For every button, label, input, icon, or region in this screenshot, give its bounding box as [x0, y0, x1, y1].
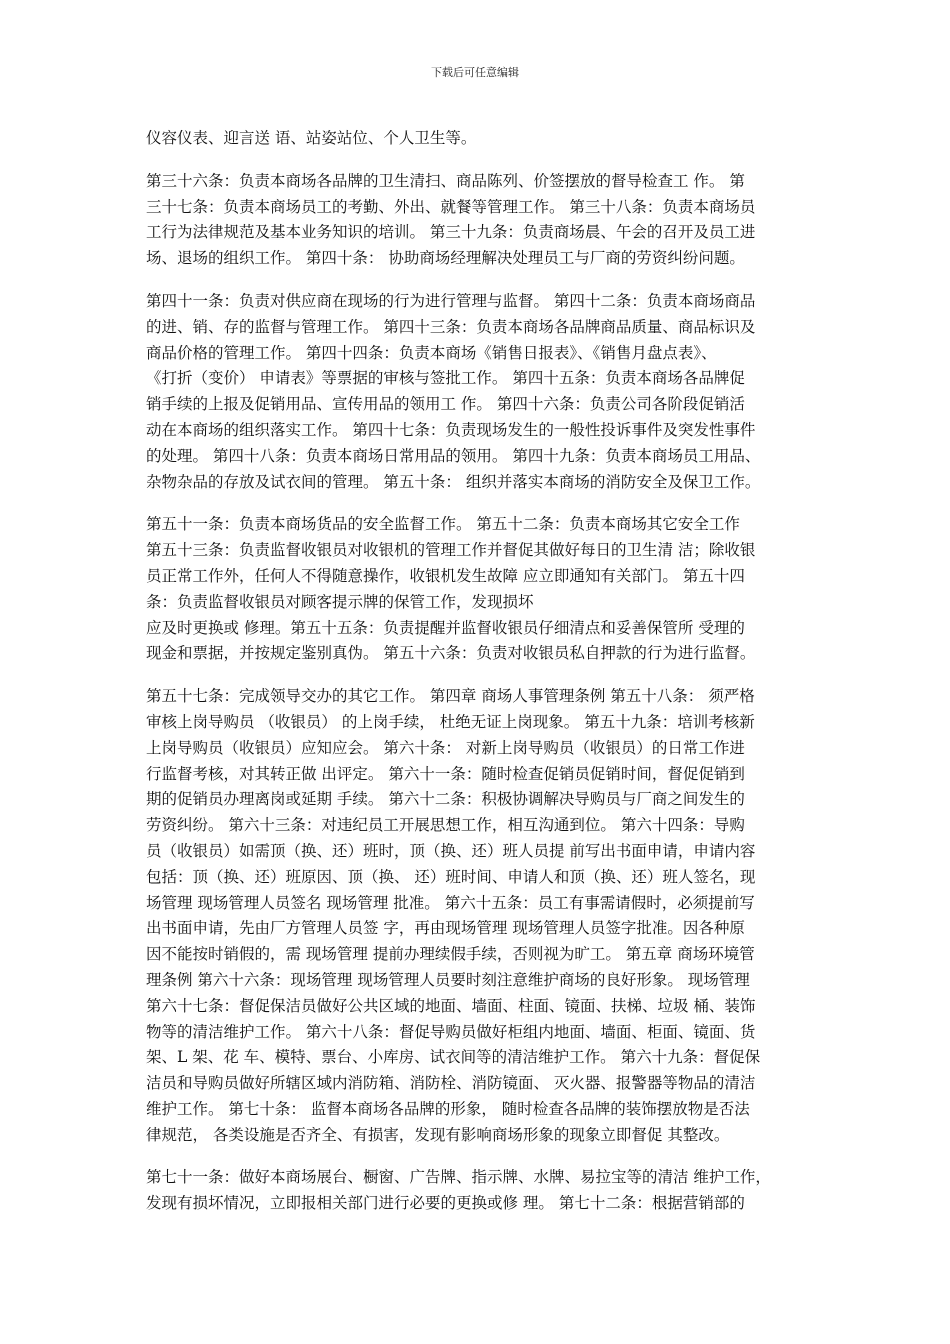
text-line: 第六十七条：督促保洁员做好公共区域的地面、墙面、柱面、镜面、扶梯、垃圾 桶、装饰: [146, 996, 756, 1015]
paragraph: [146, 1165, 826, 1217]
text-line: 三十七条：负责本商场员工的考勤、外出、就餐等管理工作。 第三十八条：负责本商场员: [146, 197, 756, 216]
text-line: 理条例 第六十六条：现场管理 现场管理人员要时刻注意维护商场的良好形象。 现场管理: [146, 970, 750, 989]
text-line: 行监督考核，对其转正做 出评定。 第六十一条：随时检查促销员促销时间，督促促销到: [146, 764, 745, 783]
text-line: 第七十一条：做好本商场展台、橱窗、广告牌、指示牌、水牌、易拉宝等的清洁 维护工作，: [146, 1168, 771, 1187]
text-line: 的进、销、存的监督与管理工作。 第四十三条：负责本商场各品牌商品质量、商品标识及: [146, 317, 756, 336]
text-line: 包括：顶（换、还）班原因、顶（换、 还）班时间、申请人和顶（换、还）班人签名，现: [146, 867, 756, 886]
text-line: 第四十一条：负责对供应商在现场的行为进行管理与监督。 第四十二条：负责本商场商品: [146, 291, 756, 310]
text-line: 杂物杂品的存放及试衣间的管理。 第五十条： 组织并落实本商场的消防安全及保卫工作。: [146, 472, 761, 491]
text-line: 销手续的上报及促销用品、宣传用品的领用工 作。 第四十六条：负责公司各阶段促销活: [146, 395, 745, 414]
text-line: 期的促销员办理离岗或延期 手续。 第六十二条：积极协调解决导购员与厂商之间发生的: [146, 790, 745, 809]
text-line: 上岗导购员（收银员）应知应会。 第六十条： 对新上岗导购员（收银员）的日常工作进: [146, 738, 745, 757]
text-line: 律规范， 各类设施是否齐全、有损害，发现有影响商场形象的现象立即督促 其整改。: [146, 1125, 730, 1144]
text-line: 第五十三条：负责监督收银员对收银机的管理工作并督促其做好每日的卫生清 洁；除收银: [146, 541, 756, 560]
paragraph: [146, 684, 826, 1148]
text-line: 第三十六条：负责本商场各品牌的卫生清扫、商品陈列、价签摆放的督导检查工 作。 第: [146, 171, 745, 190]
paragraph: [146, 126, 826, 152]
text-line: 的处理。 第四十八条：负责本商场日常用品的领用。 第四十九条：负责本商场员工用品、: [146, 446, 761, 465]
text-line: 出书面申请，先由厂方管理人员签 字，再由现场管理 现场管理人员签字批准。因各种原: [146, 919, 745, 938]
text-line: 洁员和导购员做好所辖区域内消防箱、消防栓、消防镜面、 灭火器、报警器等物品的清洁: [146, 1074, 756, 1093]
paragraph: [146, 169, 826, 272]
text-line: 场管理 现场管理人员签名 现场管理 批准。 第六十五条：员工有事需请假时，必须提前写: [146, 893, 755, 912]
text-line: 发现有损坏情况，立即报相关部门进行必要的更换或修 理。 第七十二条：根据营销部的: [146, 1194, 745, 1213]
text-line: 劳资纠纷。 第六十三条：对违纪员工开展思想工作，相互沟通到位。 第六十四条：导购: [146, 816, 745, 835]
text-line: 因不能按时销假的，需 现场管理 提前办理续假手续，否则视为旷工。 第五章 商场环境管: [146, 945, 755, 964]
text-line: 物等的清洁维护工作。 第六十八条：督促导购员做好柜组内地面、墙面、柜面、镜面、货: [146, 1022, 756, 1041]
paragraph: [146, 512, 826, 667]
text-line: 员（收银员）如需顶（换、还）班时，顶（换、还）班人员提 前写出书面申请，申请内容: [146, 841, 756, 860]
text-line: 应及时更换或 修理。第五十五条：负责提醒并监督收银员仔细清点和妥善保管所 受理的: [146, 618, 745, 637]
text-line: 《打折（变价） 申请表》等票据的审核与签批工作。 第四十五条：负责本商场各品牌促: [146, 369, 745, 388]
text-line: 审核上岗导购员 （收银员） 的上岗手续， 杜绝无证上岗现象。 第五十九条：培训考核新: [146, 712, 755, 731]
text-line: 第五十一条：负责本商场货品的安全监督工作。 第五十二条：负责本商场其它安全工作: [146, 515, 740, 534]
paragraph: [146, 289, 826, 495]
text-line: 动在本商场的组织落实工作。 第四十七条：负责现场发生的一般性投诉事件及突发性事件: [146, 420, 756, 439]
text-line: 商品价格的管理工作。 第四十四条：负责本商场《销售日报表》、《销售月盘点表》、: [146, 343, 717, 362]
text-line: 架、L 架、花 车、模特、票台、小库房、试衣间等的清洁维护工作。 第六十九条：督促保: [146, 1048, 761, 1067]
text-line: 现金和票据，并按规定鉴别真伪。 第五十六条：负责对收银员私自押款的行为进行监督。: [146, 644, 756, 663]
text-line: 场、退场的组织工作。 第四十条： 协助商场经理解决处理员工与厂商的劳资纠纷问题。: [146, 249, 745, 268]
text-line: 工行为法律规范及基本业务知识的培训。 第三十九条：负责商场晨、午会的召开及员工进: [146, 223, 756, 242]
text-line: 仪容仪表、迎言送 语、站姿站位、个人卫生等。: [146, 129, 477, 147]
document-body: [146, 126, 826, 1234]
text-line: 维护工作。 第七十条： 监督本商场各品牌的形象， 随时检查各品牌的装饰摆放物是否法: [146, 1099, 750, 1118]
page-header: 下载后可任意编辑: [431, 66, 519, 79]
text-line: 员正常工作外，任何人不得随意操作，收银机发生故障 应立即通知有关部门。 第五十四: [146, 566, 745, 585]
text-line: 条：负责监督收银员对顾客提示牌的保管工作，发现损坏: [146, 592, 534, 611]
text-line: 第五十七条：完成领导交办的其它工作。 第四章 商场人事管理条例 第五十八条： 须严格: [146, 687, 755, 706]
